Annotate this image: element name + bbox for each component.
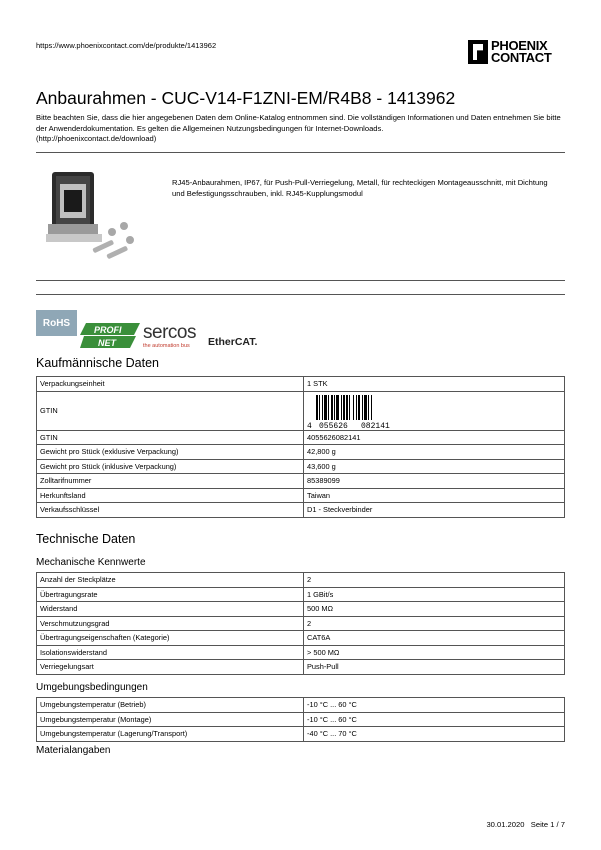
divider — [36, 280, 565, 281]
page-title: Anbaurahmen - CUC-V14-F1ZNI-EM/R4B8 - 1413962 — [36, 88, 456, 108]
row-label: Anzahl der Steckplätze — [37, 573, 304, 588]
table-row — [37, 616, 565, 631]
row-label: Umgebungstemperatur (Betrieb) — [37, 698, 304, 713]
table-row — [37, 727, 565, 742]
ethercat-part-1: Ether — [208, 336, 235, 348]
row-value: 1 GBit/s — [304, 587, 565, 602]
logo-line-2: CONTACT — [491, 50, 552, 65]
section-technical: Technische Daten — [36, 532, 136, 546]
intro-paragraph: Bitte beachten Sie, dass die hier angegebenen Daten dem Online-Katalog entnommen sind. Die vollständigen Informationen und Daten entnehmen Sie bitte der Anwenderdokumentation. Es gelten die Allgemeinen Nutzungsbedingungen für Internet-Downloads. — [36, 113, 561, 133]
barcode-bar — [358, 395, 360, 420]
row-label: Übertragungseigenschaften (Kategorie) — [37, 631, 304, 646]
gtin-barcode — [307, 395, 407, 429]
table-row — [37, 474, 565, 489]
row-label: Isolationswiderstand — [37, 645, 304, 660]
row-label: Umgebungstemperatur (Lagerung/Transport) — [37, 727, 304, 742]
commercial-table — [36, 376, 565, 518]
section-material: Materialangaben — [36, 745, 111, 756]
row-value: -10 °C ... 60 °C — [304, 712, 565, 727]
row-label: Umgebungstemperatur (Montage) — [37, 712, 304, 727]
product-description: RJ45-Anbaurahmen, IP67, für Push-Pull-Verriegelung, Metall, für rechteckigen Montageausschnitt, mit Dichtung und Befestigungsschrauben, inkl. RJ45-Kupplungsmodul — [172, 178, 548, 198]
row-value: 1 STK — [304, 377, 565, 392]
row-value: Push-Pull — [304, 660, 565, 675]
row-label: Widerstand — [37, 602, 304, 617]
table-row — [37, 712, 565, 727]
barcode-cell — [304, 391, 565, 430]
row-value: 500 MΩ — [304, 602, 565, 617]
sercos-logo: sercos — [143, 322, 196, 343]
barcode-bar — [368, 395, 369, 420]
row-label: Gewicht pro Stück (inklusive Verpackung) — [37, 459, 304, 474]
rohs-badge: RoHS — [36, 310, 77, 336]
mechanical-table — [36, 572, 565, 675]
barcode-bar — [371, 395, 372, 420]
table-row — [37, 459, 565, 474]
row-value: 2 — [304, 616, 565, 631]
footer-date: 30.01.2020 — [486, 820, 525, 829]
row-value: 2 — [304, 573, 565, 588]
barcode-group-2: 082141 — [361, 421, 390, 429]
row-label: GTIN — [37, 391, 304, 430]
section-commercial: Kaufmännische Daten — [36, 356, 159, 370]
row-label: Herkunftsland — [37, 488, 304, 503]
phoenix-contact-logo — [468, 36, 564, 68]
table-row — [37, 698, 565, 713]
table-row — [37, 430, 565, 445]
row-label: GTIN — [37, 430, 304, 445]
intro-download-link[interactable]: (http://phoenixcontact.de/download) — [36, 134, 157, 143]
table-row — [37, 602, 565, 617]
barcode-bar — [353, 395, 354, 420]
table-row — [37, 503, 565, 518]
row-value: 4055626082141 — [304, 430, 565, 445]
table-row — [37, 645, 565, 660]
profinet-logo — [80, 323, 140, 349]
barcode-bar — [331, 395, 333, 420]
row-label: Gewicht pro Stück (exklusive Verpackung) — [37, 445, 304, 460]
barcode-bar — [343, 395, 345, 420]
section-mechanical: Mechanische Kennwerte — [36, 557, 146, 568]
table-row — [37, 488, 565, 503]
ethercat-part-2: CAT. — [234, 336, 258, 348]
logo-mark-icon — [468, 40, 488, 64]
row-label: Übertragungsrate — [37, 587, 304, 602]
barcode-bar — [322, 395, 323, 420]
barcode-bar — [324, 395, 327, 420]
table-row — [37, 573, 565, 588]
barcode-bar — [349, 395, 350, 420]
profinet-word-2: NET — [98, 338, 116, 348]
row-value: > 500 MΩ — [304, 645, 565, 660]
table-row — [37, 445, 565, 460]
row-value: Taiwan — [304, 488, 565, 503]
certification-badges — [36, 310, 276, 350]
barcode-group-1: 055626 — [319, 421, 348, 429]
row-value: 43,600 g — [304, 459, 565, 474]
row-label: Zolltarifnummer — [37, 474, 304, 489]
divider — [36, 294, 565, 295]
barcode-bar — [334, 395, 335, 420]
barcode-bar — [346, 395, 348, 420]
row-value: 42,800 g — [304, 445, 565, 460]
row-value: CAT6A — [304, 631, 565, 646]
row-label: Verriegelungsart — [37, 660, 304, 675]
barcode-bar — [341, 395, 342, 420]
barcode-bar — [362, 395, 363, 420]
barcode-bar — [364, 395, 367, 420]
logo-line-1: PHOENIX — [491, 38, 548, 53]
barcode-bar — [316, 395, 318, 420]
page-footer — [486, 820, 565, 829]
table-row — [37, 660, 565, 675]
barcode-first-digit: 4 — [307, 421, 312, 429]
table-row — [37, 631, 565, 646]
barcode-bar — [319, 395, 320, 420]
table-row — [37, 587, 565, 602]
sercos-tagline: the automation bus — [143, 343, 190, 349]
table-row — [37, 391, 565, 430]
row-value: -10 °C ... 60 °C — [304, 698, 565, 713]
divider — [36, 152, 565, 153]
ethercat-logo — [208, 336, 257, 348]
environment-table — [36, 697, 565, 742]
barcode-bar — [336, 395, 339, 420]
barcode-bar — [328, 395, 329, 420]
row-value: -40 °C ... 70 °C — [304, 727, 565, 742]
row-label: Verpackungseinheit — [37, 377, 304, 392]
row-value: 85389099 — [304, 474, 565, 489]
profinet-word-1: PROFI — [94, 325, 122, 335]
row-value: D1 - Steckverbinder — [304, 503, 565, 518]
row-label: Verschmutzungsgrad — [37, 616, 304, 631]
page-url: https://www.phoenixcontact.com/de/produkte/1413962 — [36, 41, 217, 50]
table-row — [37, 377, 565, 392]
footer-page-number: Seite 1 / 7 — [530, 820, 565, 829]
product-photo — [38, 166, 148, 266]
row-label: Verkaufsschlüssel — [37, 503, 304, 518]
section-environment: Umgebungsbedingungen — [36, 682, 148, 693]
intro-text — [36, 113, 566, 145]
barcode-bar — [356, 395, 357, 420]
